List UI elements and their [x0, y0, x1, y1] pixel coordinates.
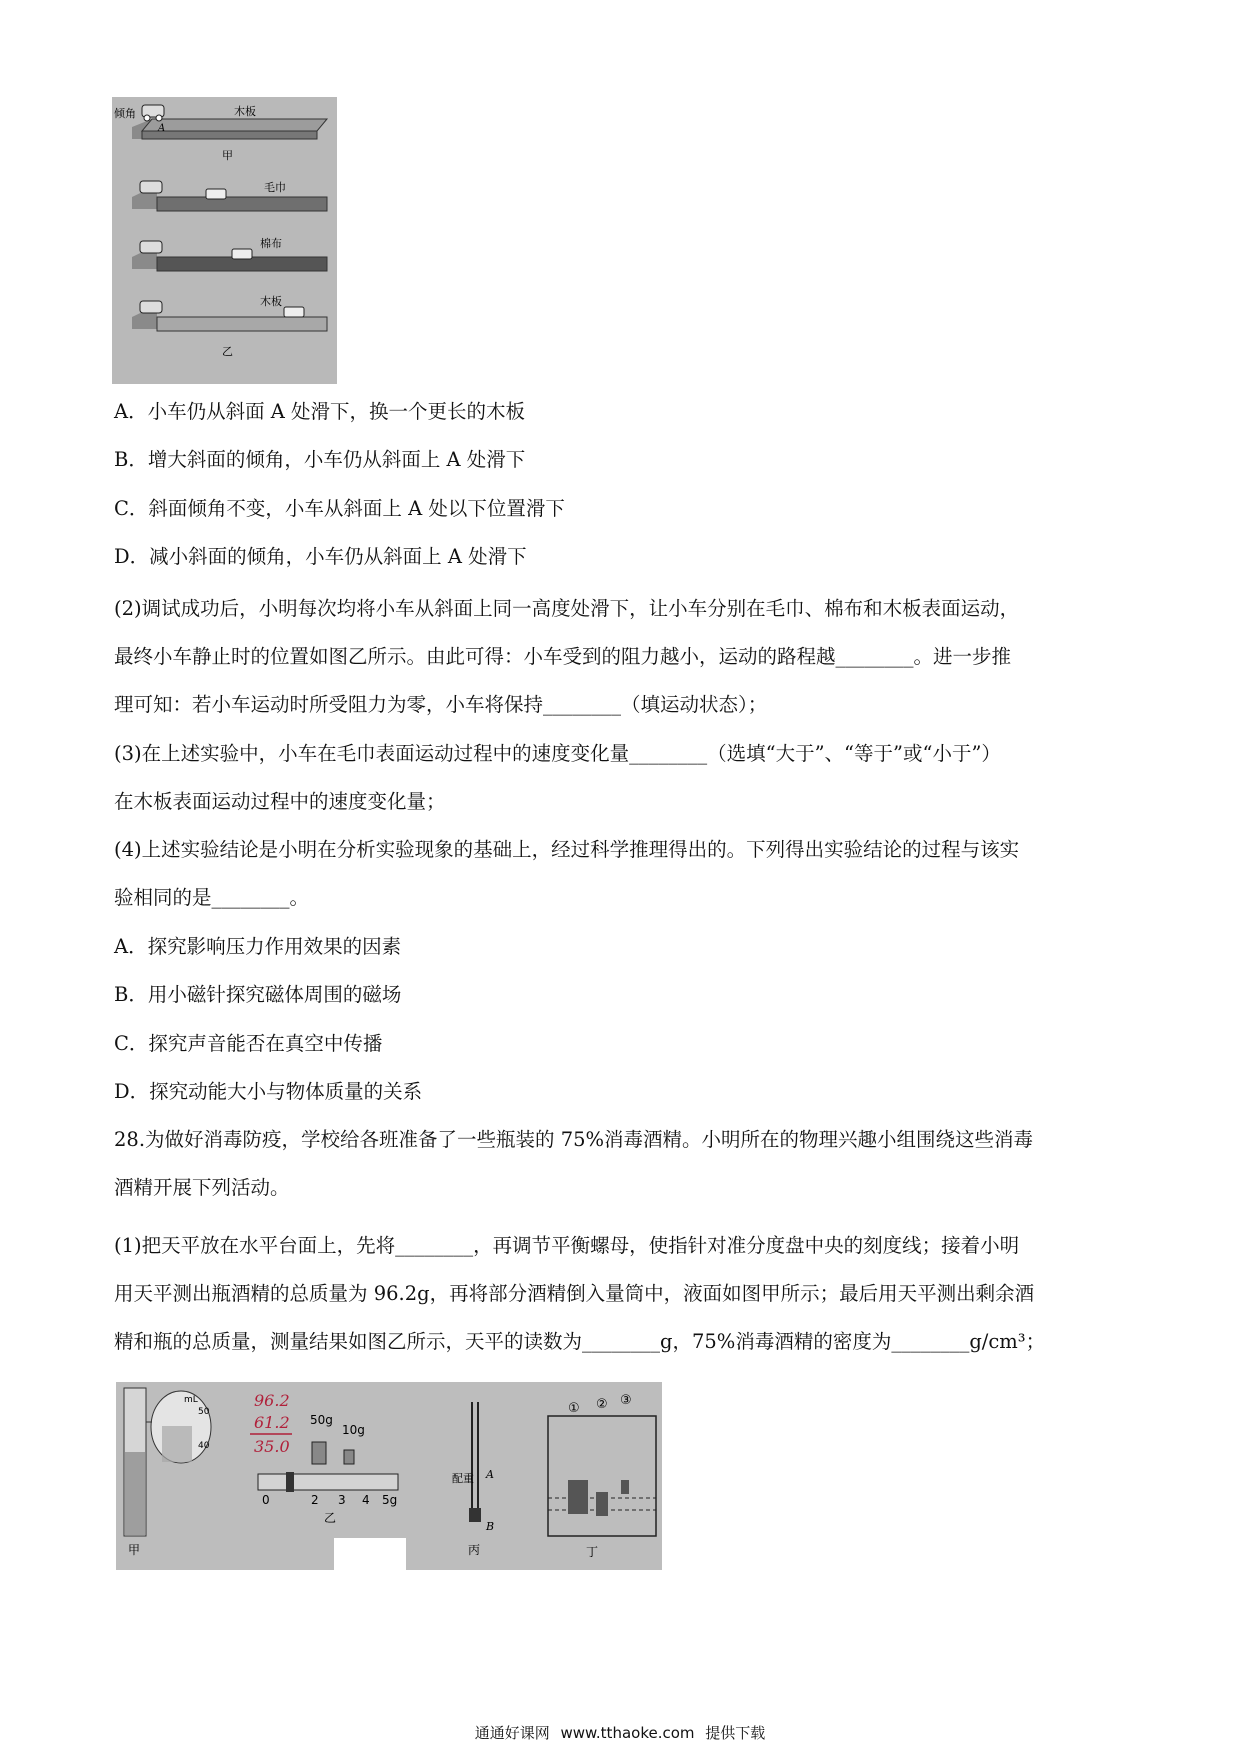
cart-towel-start [140, 181, 162, 193]
footer-site: 通通好课网 [474, 1724, 550, 1742]
counterweight [469, 1508, 481, 1522]
balance-scale [258, 1474, 398, 1490]
q27-part3-line2: 在木板表面运动过程中的速度变化量； [114, 790, 446, 813]
label-c3: ③ [620, 1393, 632, 1408]
q27-part4-line1: (4)上述实验结论是小明在分析实验现象的基础上，经过科学推理得出的。下列得出实验结论的过程与该实 [114, 838, 1020, 861]
option-d: D．减小斜面的倾角，小车仍从斜面上 A 处滑下 [114, 545, 527, 568]
handwriting-2: 61.2 [254, 1413, 290, 1432]
wheel [144, 115, 150, 121]
q27-part2-line1: (2)调试成功后，小明每次均将小车从斜面上同一高度处滑下，让小车分别在毛巾、棉布和木板表面运动， [114, 597, 1020, 620]
label-bing: 丙 [468, 1543, 481, 1557]
option4-d: D．探究动能大小与物体质量的关系 [114, 1080, 423, 1103]
magnified-liquid [162, 1426, 192, 1462]
label-pa: A [486, 1468, 494, 1481]
scale-4: 4 [362, 1493, 370, 1507]
cart-board-stop [284, 307, 304, 317]
q28-part1-line1: (1)把天平放在水平台面上，先将________，再调节平衡螺母，使指针对准分度盘中央的刻度线；接着小明 [114, 1234, 1020, 1257]
board-jia-side [142, 131, 317, 139]
handwriting-1: 96.2 [254, 1391, 290, 1410]
cart-cotton-stop [232, 249, 252, 259]
object-1 [568, 1480, 588, 1514]
label-board: 木板 [234, 105, 256, 118]
q27-part3-line1: (3)在上述实验中，小车在毛巾表面运动过程中的速度变化量________（选填“大于”、“等于”或“小于”） [114, 742, 1001, 765]
cart-cotton-start [140, 241, 162, 253]
label-pb: B [486, 1520, 495, 1533]
option-c: C．斜面倾角不变，小车从斜面上 A 处以下位置滑下 [114, 497, 565, 520]
figure-incline-experiment [112, 97, 337, 384]
label-c2: ② [596, 1397, 608, 1412]
label-yi-bottom: 乙 [324, 1511, 337, 1525]
board-jia [142, 119, 327, 131]
q27-part2-line2: 最终小车静止时的位置如图乙所示。由此可得：小车受到的阻力越小，运动的路程越________。进一步推 [114, 645, 1012, 668]
label-jia: 甲 [222, 149, 233, 162]
option4-c: C．探究声音能否在真空中传播 [114, 1032, 383, 1055]
wheel [156, 115, 162, 121]
q27-part4-line2: 验相同的是________。 [114, 886, 310, 909]
scale-0: 0 [262, 1493, 270, 1507]
q28-part1-line2: 用天平测出瓶酒精的总质量为 96.2g，再将部分酒精倒入量筒中，液面如图甲所示；最后用天平测出剩余酒 [114, 1282, 1035, 1305]
option4-a: A．探究影响压力作用效果的因素 [114, 935, 402, 958]
liquid-column [125, 1452, 145, 1535]
container [548, 1416, 656, 1536]
q28-part1-line3: 精和瓶的总质量，测量结果如图乙所示，天平的读数为________g，75%消毒酒精的密度为________g/cm³； [114, 1330, 1046, 1353]
label-angle: 倾角 [114, 107, 136, 120]
label-towel: 毛巾 [264, 181, 286, 194]
label-cotton: 棉布 [260, 237, 282, 250]
label-ml: mL [184, 1395, 198, 1405]
footer-tail: 提供下载 [705, 1724, 766, 1742]
scale-2: 2 [311, 1493, 319, 1507]
option4-b: B．用小磁针探究磁体周围的磁场 [114, 983, 402, 1006]
weight-50g [312, 1442, 326, 1464]
cart-towel-stop [206, 189, 226, 199]
surface-towel [157, 197, 327, 211]
label-v40: 40 [198, 1441, 210, 1451]
label-jia-bottom: 甲 [128, 1543, 141, 1557]
cart-board-start [140, 301, 162, 313]
handwriting-3: 35.0 [254, 1437, 290, 1456]
label-peizhong: 配重 [452, 1472, 474, 1485]
footer-url[interactable]: www.tthaoke.com [560, 1724, 695, 1742]
label-ding: 丁 [586, 1545, 599, 1559]
option-a: A．小车仍从斜面 A 处滑下，换一个更长的木板 [114, 400, 526, 423]
q27-part2-line3: 理可知：若小车运动时所受阻力为零，小车将保持________（填运动状态）； [114, 693, 768, 716]
label-board2: 木板 [260, 295, 282, 308]
label-point-a: A [158, 123, 166, 134]
white-patch [334, 1538, 406, 1570]
label-yi: 乙 [222, 345, 233, 358]
rider [286, 1472, 294, 1492]
label-10g: 10g [342, 1423, 365, 1437]
scale-3: 3 [338, 1493, 346, 1507]
scale-5g: 5g [382, 1493, 398, 1507]
label-50g: 50g [310, 1413, 333, 1427]
footer [0, 1722, 1240, 1743]
object-2 [596, 1492, 608, 1516]
incline-diagram [112, 97, 337, 384]
label-c1: ① [568, 1401, 580, 1416]
surface-board [157, 317, 327, 331]
label-v50: 50 [198, 1407, 210, 1417]
weight-10g [344, 1450, 354, 1464]
object-3 [621, 1480, 629, 1494]
q28-intro-line1: 28.为做好消毒防疫，学校给各班准备了一些瓶装的 75%消毒酒精。小明所在的物理兴趣小组围绕这些消毒 [114, 1128, 1034, 1151]
q28-intro-line2: 酒精开展下列活动。 [114, 1176, 290, 1199]
option-b: B．增大斜面的倾角，小车仍从斜面上 A 处滑下 [114, 448, 526, 471]
figure-density-experiment [116, 1382, 662, 1570]
